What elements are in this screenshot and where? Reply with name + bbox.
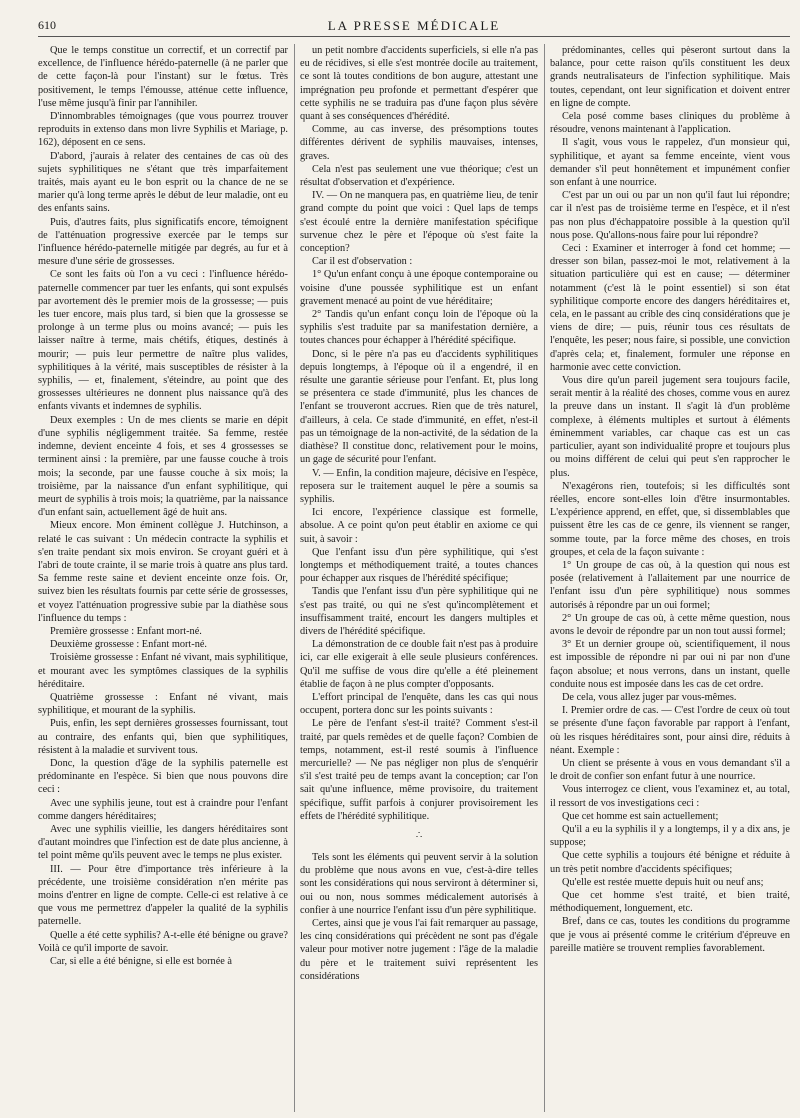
paragraph: D'innombrables témoignages (que vous pourrez trouver reproduits in extenso dans mon livre Syphilis et Mariage, p. 162), déposent en ce sens.: [38, 111, 288, 149]
text-column-2: [300, 44, 538, 1114]
paragraph: Un client se présente à vous en vous demandant s'il a le droit de confier son enfant futur à une nourrice.: [550, 757, 790, 783]
paragraph: Certes, ainsi que je vous l'ai fait remarquer au passage, les cinq considérations qui précèdent ne sont pas d'égale valeur pour motiver notre jugement : l'âge de la maladie du père et le traitement suivi représentent les considérations: [300, 918, 538, 982]
paragraph: Quatrième grossesse : Enfant né vivant, mais syphilitique, et mourant de la syphilis.: [38, 691, 288, 717]
paragraph: Il s'agit, vous vous le rappelez, d'un monsieur qui, syphilitique, et ayant sa femme enceinte, vient vous demander s'il peut honnêtement et impunément confier son enfant à une nourrice.: [550, 137, 790, 189]
paragraph: Avec une syphilis vieillie, les dangers héréditaires sont d'autant moindres que l'infection est de date plus ancienne, à tel point même qu'ils peuvent avec le temps ne plus exister.: [38, 823, 288, 862]
running-title: LA PRESSE MÉDICALE: [327, 18, 501, 33]
column-rule: [294, 44, 295, 1112]
paragraph: Bref, dans ce cas, toutes les conditions du programme que je vous ai présenté comme le critérium d'épreuve en pareille matière se trouvent remplies favorablement.: [550, 916, 790, 954]
paragraph: I. Premier ordre de cas. — C'est l'ordre de ceux où tout se présente d'une façon favorable par rapport à l'enfant, où les risques héréditaires sont, pour ainsi dire, réduits à néant. Exemple :: [550, 705, 790, 756]
paragraph: 1° Qu'un enfant conçu à une époque contemporaine ou voisine d'une poussée syphilitique est un enfant gravement menacé au point de vue héréditaire;: [300, 269, 538, 307]
paragraph: Que cette syphilis a toujours été bénigne et réduite à un très petit nombre d'accidents spécifiques;: [550, 850, 790, 875]
paragraph: N'exagérons rien, toutefois; si les difficultés sont réelles, encore sont-elles loin d'être insurmontables. L'expérience apprend, en effet, que, si dissemblables que puissent être les cas de ce genre, ils viennent se ranger, somme toute, par la force même des choses, en trois groupes, et cela de la façon suivante :: [550, 480, 790, 558]
paragraph: Qu'il a eu la syphilis il y a longtemps, il y a dix ans, je suppose;: [550, 823, 790, 849]
paragraph: 1° Un groupe de cas où, à la question qui nous est posée (relativement à l'allaitement par une nourrice de l'enfant issu d'un père syphilitique) nous sommes autorisés à répondre par un oui formel;: [550, 559, 790, 611]
paragraph: Le père de l'enfant s'est-il traité? Comment s'est-il traité, par quels remèdes et de quelle façon? Combien de temps, notamment, est-il resté soumis à l'influence mercurielle? — Ne pas négliger non plus de s'enquérir s'il s'est traité peu de temps avant la conception; car l'on sait qu'une influence, même provisoire, du traitement spécifique, suffit parfois à conjurer provisoirement les effets de l'hérédité syphilitique.: [300, 718, 538, 822]
paragraph: Troisième grossesse : Enfant né vivant, mais syphilitique, et mourant avec les symptômes classiques de la syphilis héréditaire.: [38, 652, 288, 690]
paragraph: Car, si elle a été bénigne, si elle est bornée à: [50, 956, 232, 968]
section-separator: ∴: [415, 829, 423, 841]
paragraph: V. — Enfin, la condition majeure, décisive en l'espèce, reposera sur le traitement auquel le père a soumis sa syphilis.: [300, 467, 538, 505]
text-column-1: [38, 44, 288, 1114]
page-header: [38, 12, 790, 37]
paragraph: Que cet homme s'est traité, et bien traité, méthodiquement, longuement, etc.: [550, 890, 790, 915]
paragraph: Qu'elle est restée muette depuis huit ou neuf ans;: [562, 876, 764, 888]
column-rule: [544, 44, 545, 1112]
page-number: 610: [38, 18, 56, 32]
paragraph: Ce sont les faits où l'on a vu ceci : l'influence hérédo-paternelle commencer par tuer les enfants, qui sont expulsés par avortement dès le premier mois de la grossesse; — puis les tuer encore, mais plus tard, si bien que la grossesse se prolonge à un terme plus ou moins avancé; — puis les laisser naître à terme, mais chétifs, étiques, destinés à mourir; — puis leur permettre de naître plus valides, syphilitiques à la vérité, mais susceptibles de résister à la syphilis, — et, finalement, s'éteindre, au point que des grossesses ultérieures ne donnent plus naissance qu'à des enfants vivants et indemnes de syphilis.: [38, 269, 288, 413]
paragraph: Comme, au cas inverse, des présomptions toutes différentes dérivent de syphilis mauvaises, intenses, graves.: [300, 124, 538, 162]
paragraph: Ceci : Examiner et interroger à fond cet homme; — dresser son bilan, passez-moi le mot, relativement à la situation particulière qui est en cause; — déterminer notamment (c'est là le point essentiel) si son état syphilitique comporte encore des dangers héréditaires et, cela, en le passant au crible des cinq considérations que je viens de dire; — puis, réunir tous ces résultats de l'enquête, les peser; nous faire, si possible, une conviction d'après cela; et, finalement, formuler une réponse en harmonie avec cette conviction.: [550, 243, 790, 373]
paragraph: Vous interrogez ce client, vous l'examinez et, au total, il ressort de vos investigations ceci :: [550, 784, 790, 809]
paragraph: Mieux encore. Mon éminent collègue J. Hutchinson, a relaté le cas suivant : Un médecin contracte la syphilis et s'en traite pendant six mois environ. Se croyant guéri et à l'abri de toute crainte, il se marie trois à quatre ans plus tard. Sa femme reste saine et devient enceinte onze fois. Or, suivez bien les résultats fournis par cette série de grossesses, et voyez l'atténuation progressive subie par la diathèse sous l'influence du temps :: [38, 520, 288, 624]
paragraph: Donc, si le père n'a pas eu d'accidents syphilitiques depuis longtemps, à l'époque où il a engendré, il en résulte une garantie sérieuse pour l'enfant. Et, plus long se présentera ce stade d'immunité, plus les chances de l'enfant se trouveront accrues. Rien que de très naturel, d'ailleurs, à cela. Ce stade d'immunité, en effet, n'est-il pas un témoignage de la non-activité, de la sédation de la diathèse? Il constitue donc, relativement pour le moins, un gage de sécurité pour l'enfant.: [300, 348, 538, 466]
paragraph: C'est par un oui ou par un non qu'il faut lui répondre; car il n'est pas de troisième terme en l'espèce, et il n'est pas non plus d'échappatoire possible à la question qu'il nous pose. Qu'allons-nous faire pour lui répondre?: [550, 190, 790, 241]
paragraph: un petit nombre d'accidents superficiels, si elle n'a pas eu de récidives, si elle s'est montrée docile au traitement, ce sont là toutes conditions de bon augure, attestant une imprégnation peu profonde et permettant d'espérer que cette syphilis ne se traduira pas d'une façon plus sévère quant à ses conséquences d'hérédité.: [300, 45, 538, 123]
paragraph: Donc, la question d'âge de la syphilis paternelle est prédominante en l'espèce. Si bien que nous pouvons dire ceci :: [38, 757, 288, 796]
paragraph: Cela posé comme bases cliniques du problème à résoudre, venons maintenant à l'application.: [550, 111, 790, 136]
paragraph: Avec une syphilis jeune, tout est à craindre pour l'enfant comme dangers héréditaires;: [38, 797, 288, 822]
paragraph: Tandis que l'enfant issu d'un père syphilitique qui ne s'est pas traité, ou qui ne s'est qu'incomplètement et insuffisamment traité, encourt les dangers multiples et divers de l'hérédité spécifique.: [300, 586, 538, 637]
text-column-3: [550, 44, 790, 1114]
paragraph: Quelle a été cette syphilis? A-t-elle été bénigne ou grave? Voilà ce qu'il importe de savoir.: [38, 929, 288, 954]
paragraph: 2° Un groupe de cas où, à cette même question, nous avons le devoir de répondre par un non tout aussi formel;: [550, 612, 790, 637]
paragraph: Cela n'est pas seulement une vue théorique; c'est un résultat d'observation et d'expérience.: [300, 163, 538, 189]
paragraph: Première grossesse : Enfant mort-né.: [50, 625, 202, 637]
paragraph: D'abord, j'aurais à relater des centaines de cas où des sujets syphilitiques ne s'étant que très imparfaitement traités, mais ayant eu le bon esprit ou la chance de ne se marier qu'à long terme après le début de leur maladie, ont eu des enfants sains.: [38, 150, 288, 215]
paragraph: III. — Pour être d'importance très inférieure à la précédente, une troisième considération n'en mérite pas moins d'entrer en ligne de compte. Celle-ci est relative à ce que vous me permettrez d'appeler la qualité de la syphilis paternelle.: [38, 863, 288, 928]
paragraph: IV. — On ne manquera pas, en quatrième lieu, de tenir grand compte du point que voici : Quel laps de temps s'est écoulé entre la dernière manifestation spécifique survenue chez le père et l'époque où s'est faite la conception?: [300, 190, 538, 255]
paragraph: Que le temps constitue un correctif, et un correctif par excellence, de l'influence hérédo-paternelle (à ne parler que de cette façon-là pour l'instant) sur le fœtus. Très positivement, le temps l'émousse, atténue cette influence, l'use même jusqu'à finir par l'annihiler.: [38, 45, 288, 109]
paragraph: Car il est d'observation :: [312, 256, 413, 268]
paragraph: De cela, vous allez juger par vous-mêmes.: [562, 691, 737, 703]
paragraph: Deuxième grossesse : Enfant mort-né.: [50, 639, 207, 651]
paragraph: Vous dire qu'un pareil jugement sera toujours facile, serait mentir à la réalité des choses, comme vous en aurez la preuve dans un instant. Il s'agit là d'un problème complexe, à éléments multiples et surtout à éléments éminemment variables, car chaque cas est un cas particulier, ayant son individualité propre et toujours plus ou moins différent de celui qui peut s'en rapprocher le plus.: [550, 375, 790, 479]
paragraph: 3° Et un dernier groupe où, scientifiquement, il nous est impossible de répondre ni par oui ni par non d'une façon absolue; et nous verrons, dans un instant, quelle conduite nous est imposée dans les cas de cet ordre.: [550, 639, 790, 690]
paragraph: Deux exemples : Un de mes clients se marie en dépit d'une syphilis négligemment traitée. Sa femme, restée indemne, devient enceinte 4 fois, et ses 4 grossesses se terminent ainsi : la première, par une fausse couche à trois mois; la seconde, par une fausse couche à six mois; la troisième, par la naissance d'un enfant syphilitique, qui meurt de syphilis à trois mois; la quatrième, par la naissance d'un enfant sain, actuellement âgé de huit ans.: [38, 414, 288, 519]
paragraph: Que l'enfant issu d'un père syphilitique, qui s'est longtemps et méthodiquement traité, a toutes chances pour échapper aux risques de l'hérédité spécifique;: [300, 546, 538, 585]
paragraph: La démonstration de ce double fait n'est pas à produire ici, car elle exigerait à elle seule plusieurs conférences. Qu'il me suffise de vous dire qu'elle a été pleinement établie de façon à ne plus compter d'opposants.: [300, 639, 538, 690]
paragraph: Tels sont les éléments qui peuvent servir à la solution du problème que nous avons en vue, c'est-à-dire telles sont les considérations qui nous serviront à déterminer si, oui ou non, nous sommes médicalement autorisés à confier à une nourrice l'enfant issu d'un père syphilitique.: [300, 851, 538, 916]
paragraph: 2° Tandis qu'un enfant conçu loin de l'époque où la syphilis s'est traduite par sa manifestation dernière, a toutes chances pour échapper à l'hérédité spécifique.: [300, 309, 538, 347]
paragraph: L'effort principal de l'enquête, dans les cas qui nous occupent, portera donc sur les points suivants :: [300, 691, 538, 717]
paragraph: Puis, enfin, les sept dernières grossesses fournissant, tout au contraire, des enfants qui, bien que syphilitiques, résistent à la maladie et survivent tous.: [38, 718, 288, 756]
paragraph: Que cet homme est sain actuellement;: [562, 810, 719, 822]
paragraph: Puis, d'autres faits, plus significatifs encore, témoignent de l'atténuation progressive exercée par le temps sur l'influence hérédo-paternelle mitigée par degrés, au fur et à mesure d'une série de grossesses.: [38, 216, 288, 268]
paragraph: prédominantes, celles qui pèseront surtout dans la balance, pour cette raison qu'ils constituent les deux grands neutralisateurs de l'infection syphilitique. Mais toutes, cependant, ont leur signification et doivent entrer en ligne de compte.: [550, 45, 790, 109]
paragraph: Ici encore, l'expérience classique est formelle, absolue. A ce point qu'on peut établir en axiome ce qui suit, à savoir :: [300, 507, 538, 545]
